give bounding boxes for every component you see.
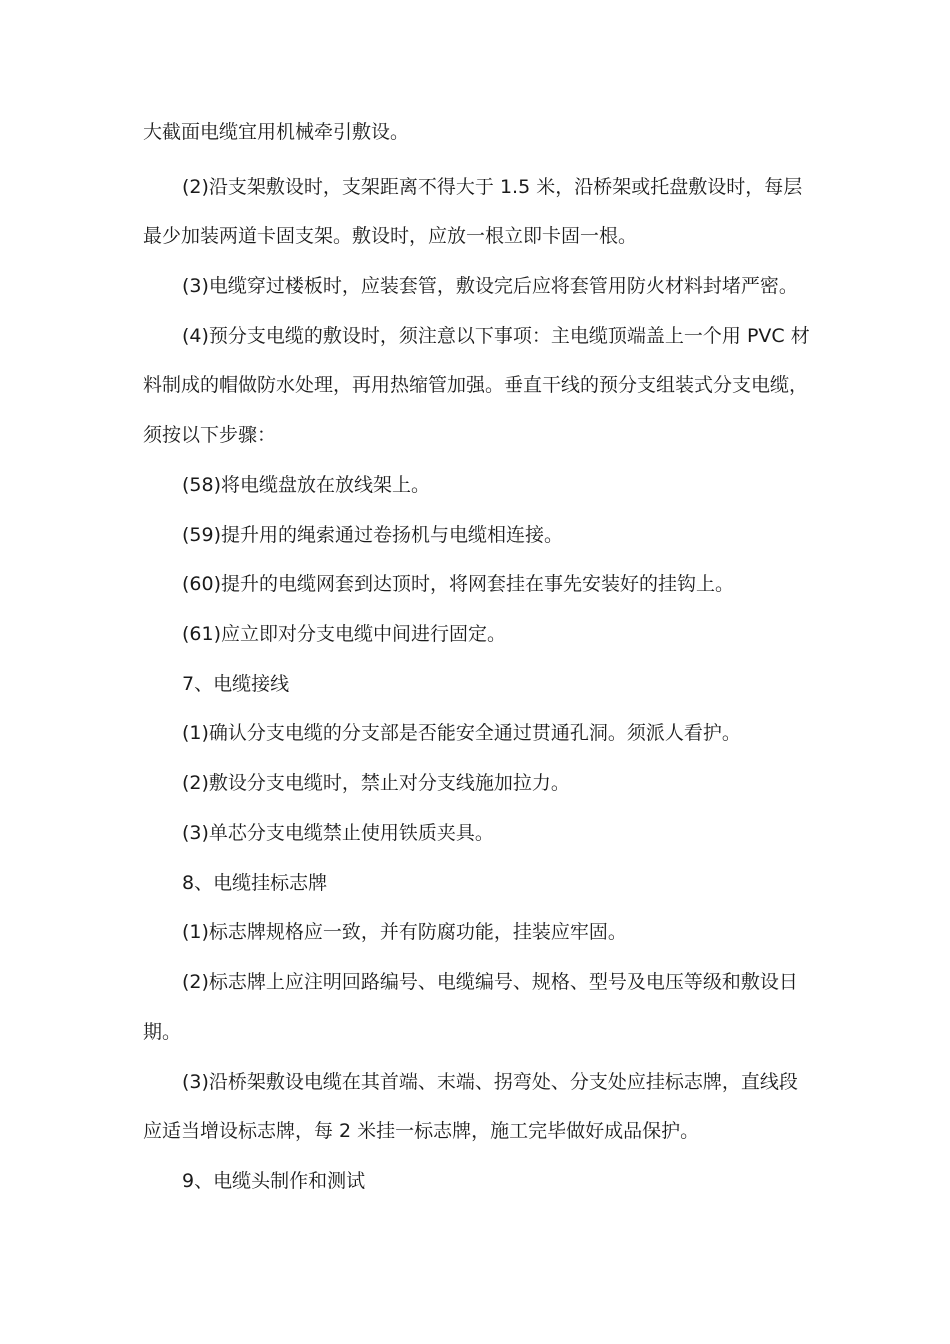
paragraph-line: 料制成的帽做防水处理，再用热缩管加强。垂直干线的预分支组装式分支电缆， bbox=[143, 374, 809, 396]
paragraph-line: (1)标志牌规格应一致，并有防腐功能，挂装应牢固。 bbox=[182, 921, 627, 943]
paragraph-line: (58)将电缆盘放在放线架上。 bbox=[182, 474, 431, 496]
paragraph-line: (1)确认分支电缆的分支部是否能安全通过贯通孔洞。须派人看护。 bbox=[182, 722, 741, 744]
paragraph-line: 最少加装两道卡固支架。敷设时，应放一根立即卡固一根。 bbox=[143, 225, 638, 247]
section-heading: 7、电缆接线 bbox=[182, 673, 290, 695]
section-heading: 8、电缆挂标志牌 bbox=[182, 872, 328, 894]
paragraph-line: 大截面电缆宜用机械牵引敷设。 bbox=[143, 121, 410, 143]
paragraph-line: (61)应立即对分支电缆中间进行固定。 bbox=[182, 623, 507, 645]
paragraph-line: (3)电缆穿过楼板时，应装套管，敷设完后应将套管用防火材料封堵严密。 bbox=[182, 275, 798, 297]
paragraph-line: 期。 bbox=[143, 1021, 182, 1043]
paragraph-line: (3)单芯分支电缆禁止使用铁质夹具。 bbox=[182, 822, 494, 844]
paragraph-line: (59)提升用的绳索通过卷扬机与电缆相连接。 bbox=[182, 524, 564, 546]
paragraph-line: (4)预分支电缆的敷设时，须注意以下事项：主电缆顶端盖上一个用 PVC 材 bbox=[182, 325, 810, 347]
section-heading: 9、电缆头制作和测试 bbox=[182, 1170, 366, 1192]
paragraph-line: (2)沿支架敷设时，支架距离不得大于 1.5 米，沿桥架或托盘敷设时，每层 bbox=[182, 176, 803, 198]
paragraph-line: (2)标志牌上应注明回路编号、电缆编号、规格、型号及电压等级和敷设日 bbox=[182, 971, 798, 993]
paragraph-line: 须按以下步骤： bbox=[143, 424, 277, 446]
paragraph-line: (2)敷设分支电缆时，禁止对分支线施加拉力。 bbox=[182, 772, 570, 794]
paragraph-line: (60)提升的电缆网套到达顶时，将网套挂在事先安装好的挂钩上。 bbox=[182, 573, 735, 595]
paragraph-line: (3)沿桥架敷设电缆在其首端、末端、拐弯处、分支处应挂标志牌，直线段 bbox=[182, 1071, 798, 1093]
paragraph-line: 应适当增设标志牌，每 2 米挂一标志牌，施工完毕做好成品保护。 bbox=[143, 1120, 700, 1142]
